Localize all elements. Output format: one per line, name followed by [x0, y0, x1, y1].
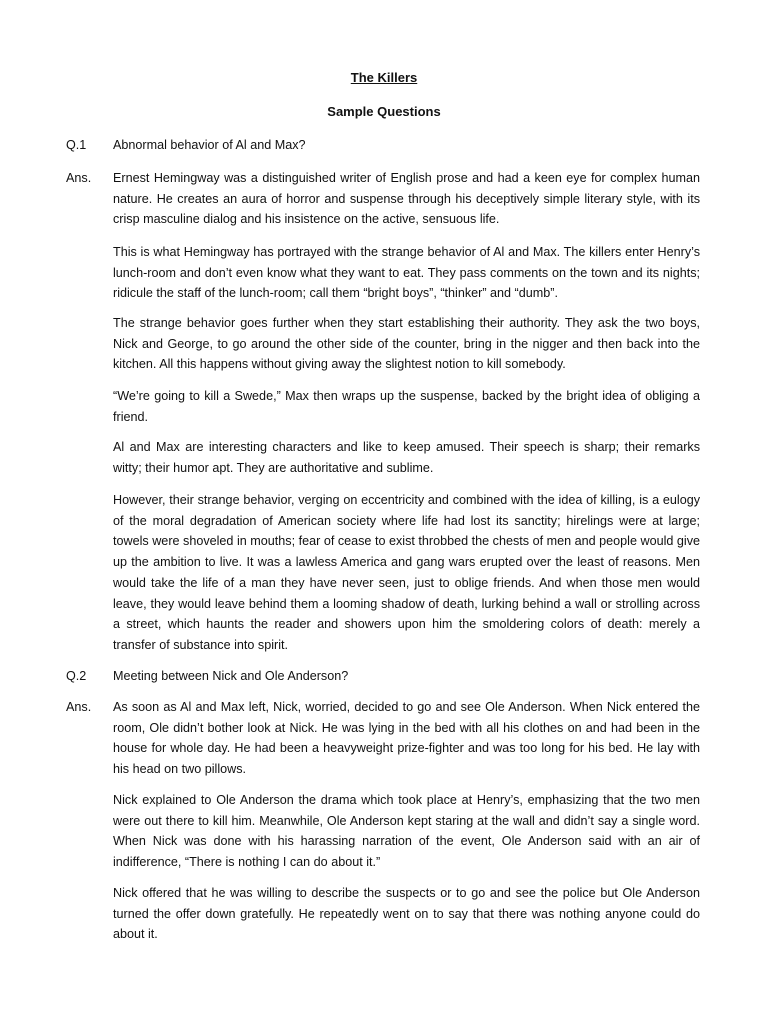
- answer-1-paragraph-2: This is what Hemingway has portrayed with the strange behavior of Al and Max. The killers enter Henry’s lunch-room and don’t even know what they want to eat. They pass comments on the town and its nights; ridicule the staff of the lunch-room; call them “bright boys”, “thinker” and “dumb”.: [113, 245, 700, 301]
- answer-1-paragraph-6: However, their strange behavior, verging on eccentricity and combined with the idea of killing, is a eulogy of the moral degradation of American society where life had lost its sanctity; hirelings were at large; towels were shoveled in mouths; fear of cease to exist throbbed the chests of men and people would give up the ambition to live. It was a lawless America and gang wars erupted over the least of reasons. Men would take the life of a man they have never seen, just to oblige friends. And when those men would leave, they would leave behind them a looming shadow of death, lurking behind a wall or strolling across a street, which haunts the reader and showers upon him the smoldering colors of death: merely a transfer of substance into spirit.: [113, 493, 700, 652]
- answer-1-paragraph-4: “We’re going to kill a Swede,” Max then wraps up the suspense, backed by the bright idea of obliging a friend.: [113, 389, 700, 424]
- answer-2-paragraph-2: Nick explained to Ole Anderson the drama which took place at Henry’s, emphasizing that the two men were out there to kill him. Meanwhile, Ole Anderson kept staring at the wall and didn’t say a single word. When Nick was done with his harassing narration of the event, Ole Anderson said with an air of indifference, “There is nothing I can do about it.”: [113, 793, 700, 870]
- document-subtitle: Sample Questions: [327, 104, 441, 119]
- question-2: Meeting between Nick and Ole Anderson?: [113, 669, 349, 683]
- question-1: Abnormal behavior of Al and Max?: [113, 138, 306, 152]
- answer-label-1: Ans.: [66, 171, 92, 185]
- question-label-1: Q.1: [66, 138, 87, 152]
- answer-1-paragraph-5: Al and Max are interesting characters and like to keep amused. Their speech is sharp; their remarks witty; their humor apt. They are authoritative and sublime.: [113, 440, 700, 475]
- answer-1-paragraph-3: The strange behavior goes further when they start establishing their authority. They ask the two boys, Nick and George, to go around the other side of the counter, bring in the nigger and then back into the kitchen. All this happens without giving away the slightest notion to kill somebody.: [113, 316, 700, 372]
- answer-label-2: Ans.: [66, 700, 92, 714]
- answer-2-paragraph-1: As soon as Al and Max left, Nick, worried, decided to go and see Ole Anderson. When Nick entered the room, Ole didn’t bother look at Nick. He was lying in the bed with all his clothes on and had been in the house for whole day. He had been a heavyweight prize-fighter and was too long for his bed. He lay with his head on two pillows.: [113, 700, 700, 777]
- question-label-2: Q.2: [66, 669, 87, 683]
- document-title: The Killers: [350, 70, 418, 85]
- answer-2-paragraph-3: Nick offered that he was willing to describe the suspects or to go and see the police but Ole Anderson turned the offer down gratefully. He repeatedly went on to say that there was nothing anyone could do about it.: [113, 886, 700, 942]
- answer-1-paragraph-1: Ernest Hemingway was a distinguished writer of English prose and had a keen eye for complex human nature. He creates an aura of horror and suspense through his deceptively simple literary style, with its crisp masculine dialog and his insistence on the active, sensuous life.: [113, 171, 700, 227]
